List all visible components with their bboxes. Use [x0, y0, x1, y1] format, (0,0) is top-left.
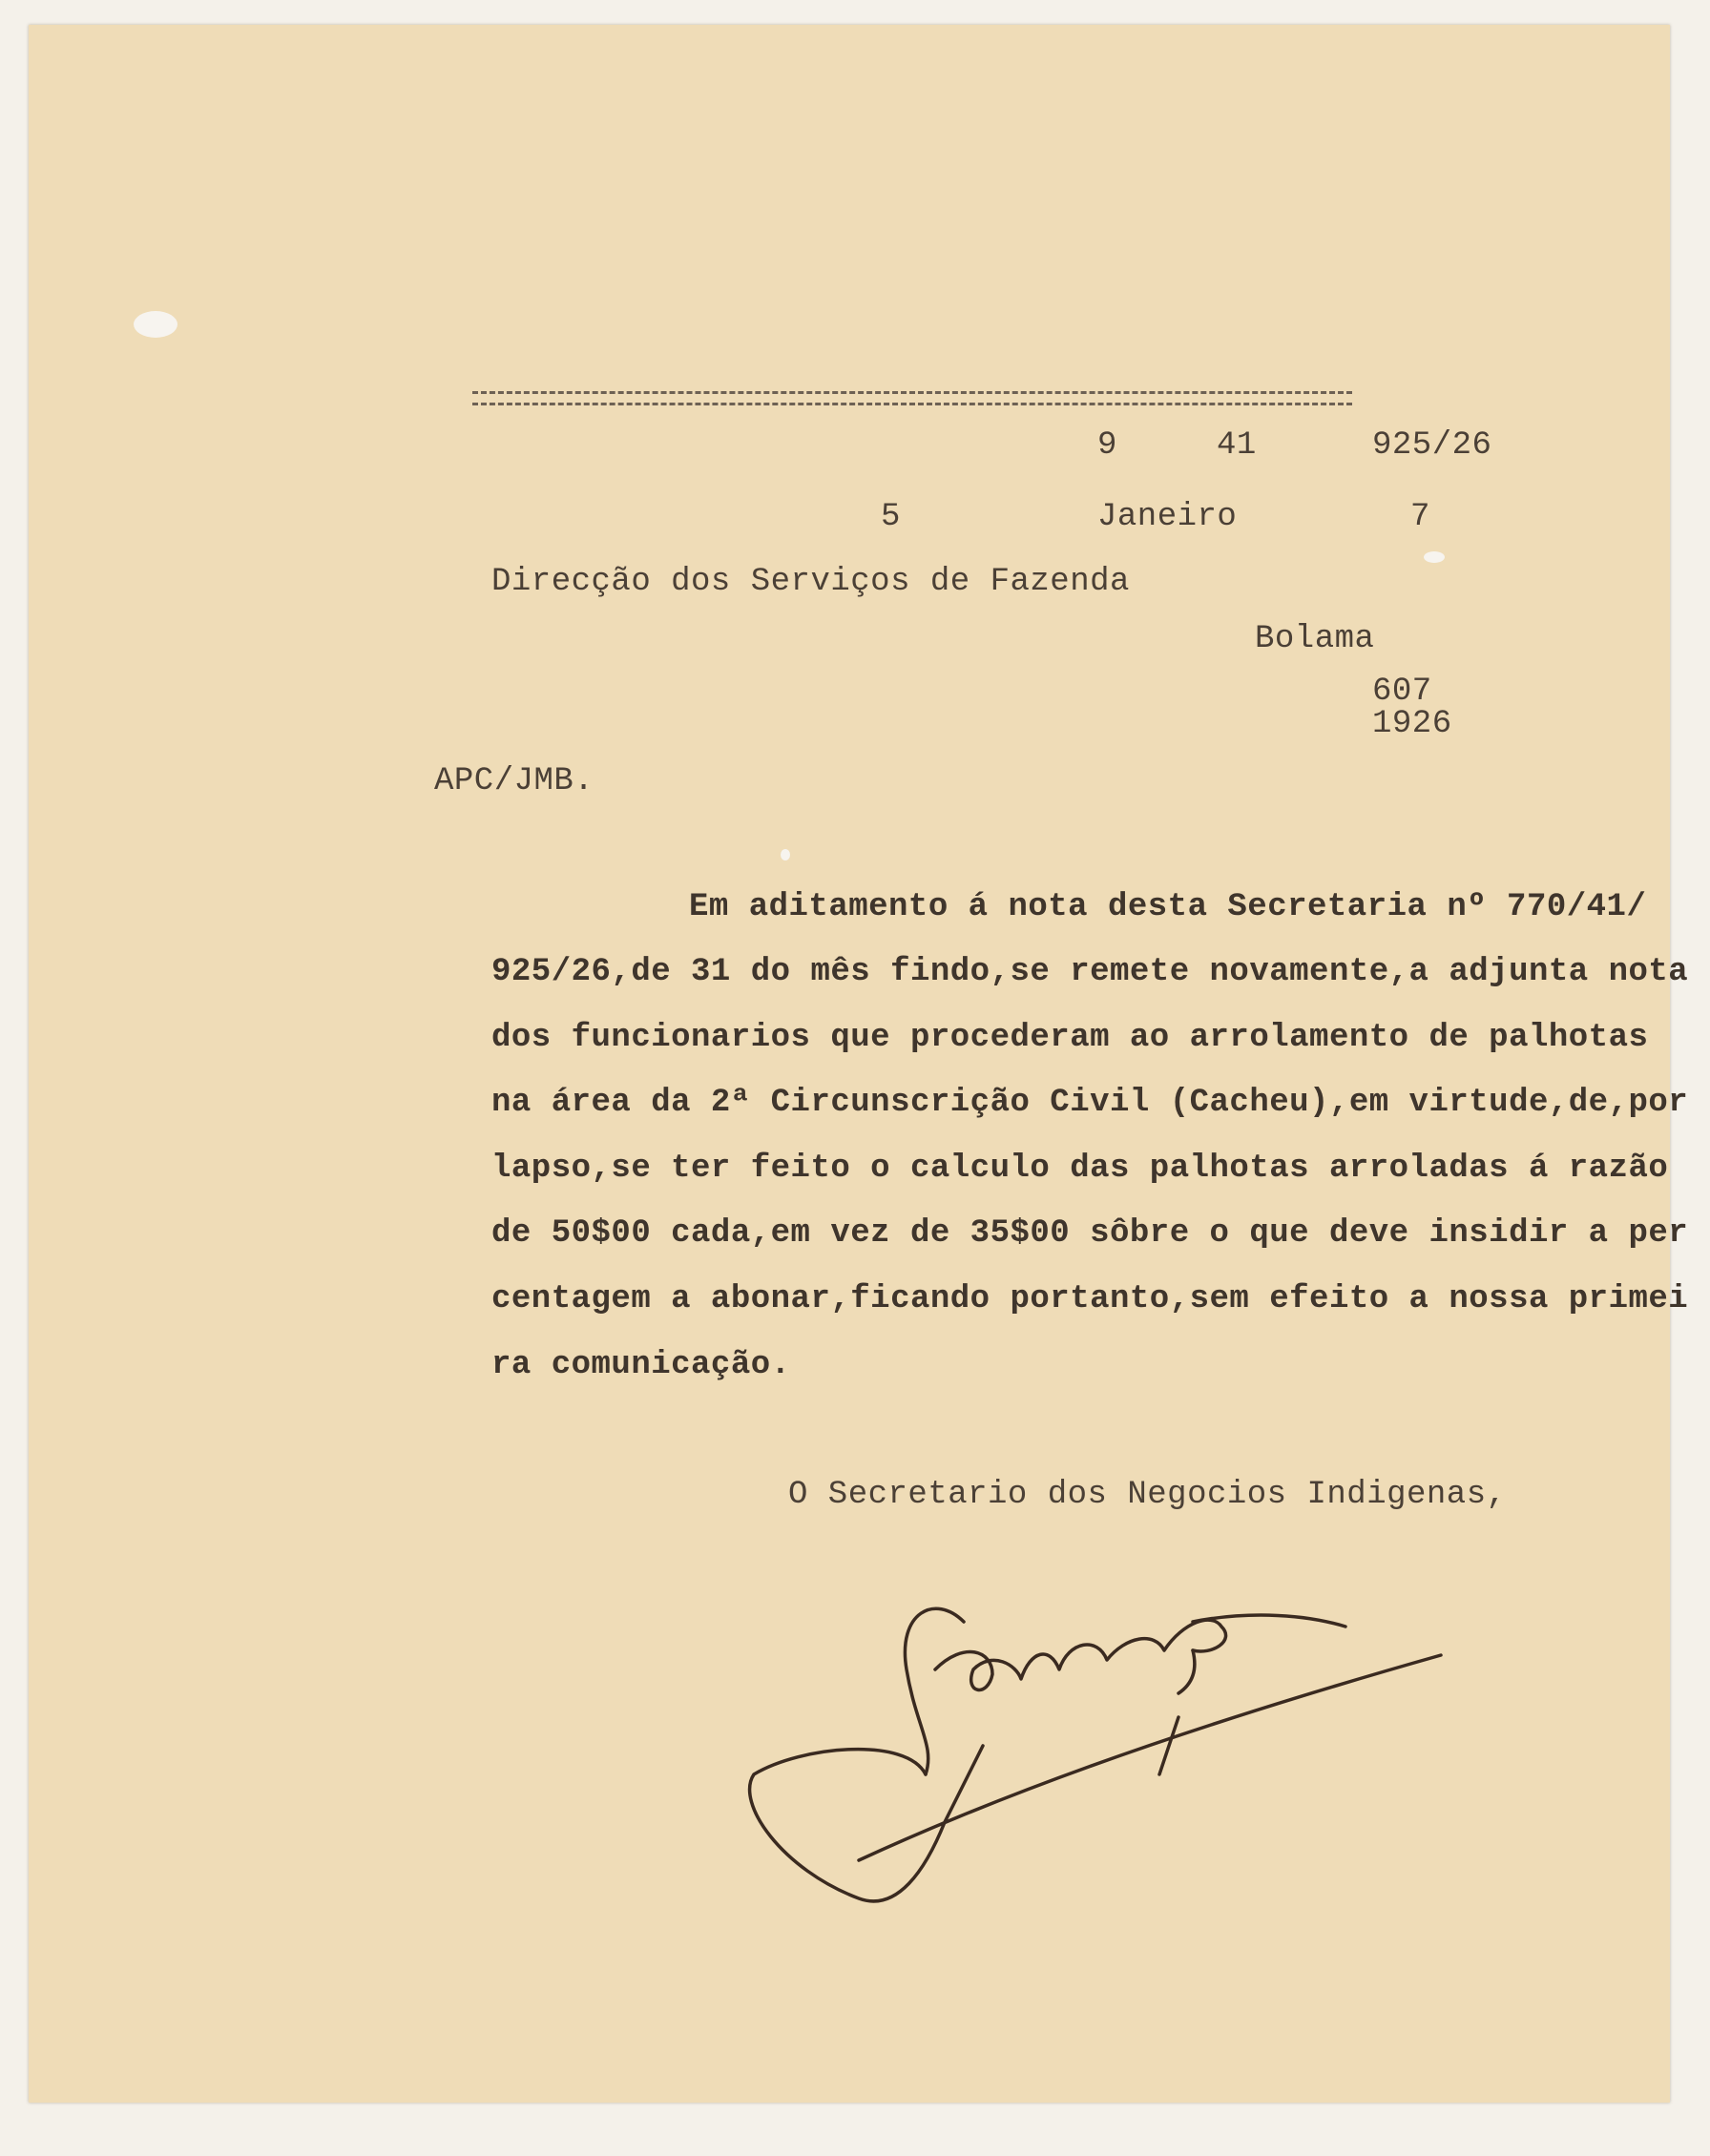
signature-stroke	[1159, 1717, 1178, 1774]
addressee-city: Bolama	[1255, 621, 1375, 657]
body-line-7: centagem a abonar,ficando portanto,sem efeito a nossa primei	[491, 1281, 1689, 1317]
filing-number: 607	[1372, 674, 1432, 710]
paper-speck	[1424, 551, 1445, 563]
signature-stroke	[935, 1620, 1226, 1690]
body-line-3: dos funcionarios que procederam ao arrolamento de palhotas	[491, 1020, 1649, 1056]
body-line-2: 925/26,de 31 do mês findo,se remete novamente,a adjunta nota	[491, 954, 1689, 990]
body-line-1: Em aditamento á nota desta Secretaria nº 770/41/	[689, 889, 1647, 925]
date-month: Janeiro	[1097, 499, 1238, 535]
header-number-41: 41	[1217, 427, 1257, 464]
signature-stroke	[905, 1608, 964, 1774]
addressee-name: Direcção dos Serviços de Fazenda	[491, 564, 1130, 600]
initials: APC/JMB.	[434, 763, 594, 799]
header-number-9: 9	[1097, 427, 1117, 464]
date-year-digit: 7	[1410, 499, 1430, 535]
filing-year: 1926	[1372, 706, 1452, 742]
signature-stroke	[750, 1746, 983, 1901]
body-line-8: ra comunicação.	[491, 1347, 791, 1383]
signature	[744, 1584, 1450, 1927]
closing-title: O Secretario dos Negocios Indigenas,	[788, 1477, 1507, 1513]
body-line-5: lapso,se ter feito o calculo das palhotas arroladas á razão	[491, 1151, 1669, 1187]
header-reference: 925/26	[1372, 427, 1492, 464]
body-line-6: de 50$00 cada,em vez de 35$00 sôbre o que deve insidir a per	[491, 1215, 1689, 1252]
paper-hole	[134, 311, 177, 338]
signature-stroke	[859, 1655, 1441, 1860]
header-rule	[472, 391, 1352, 405]
signature-stroke	[1178, 1650, 1195, 1693]
paper-speck	[781, 849, 790, 860]
body-line-4: na área da 2ª Circunscrição Civil (Cacheu),em virtude,de,por	[491, 1085, 1689, 1121]
date-day: 5	[881, 499, 901, 535]
